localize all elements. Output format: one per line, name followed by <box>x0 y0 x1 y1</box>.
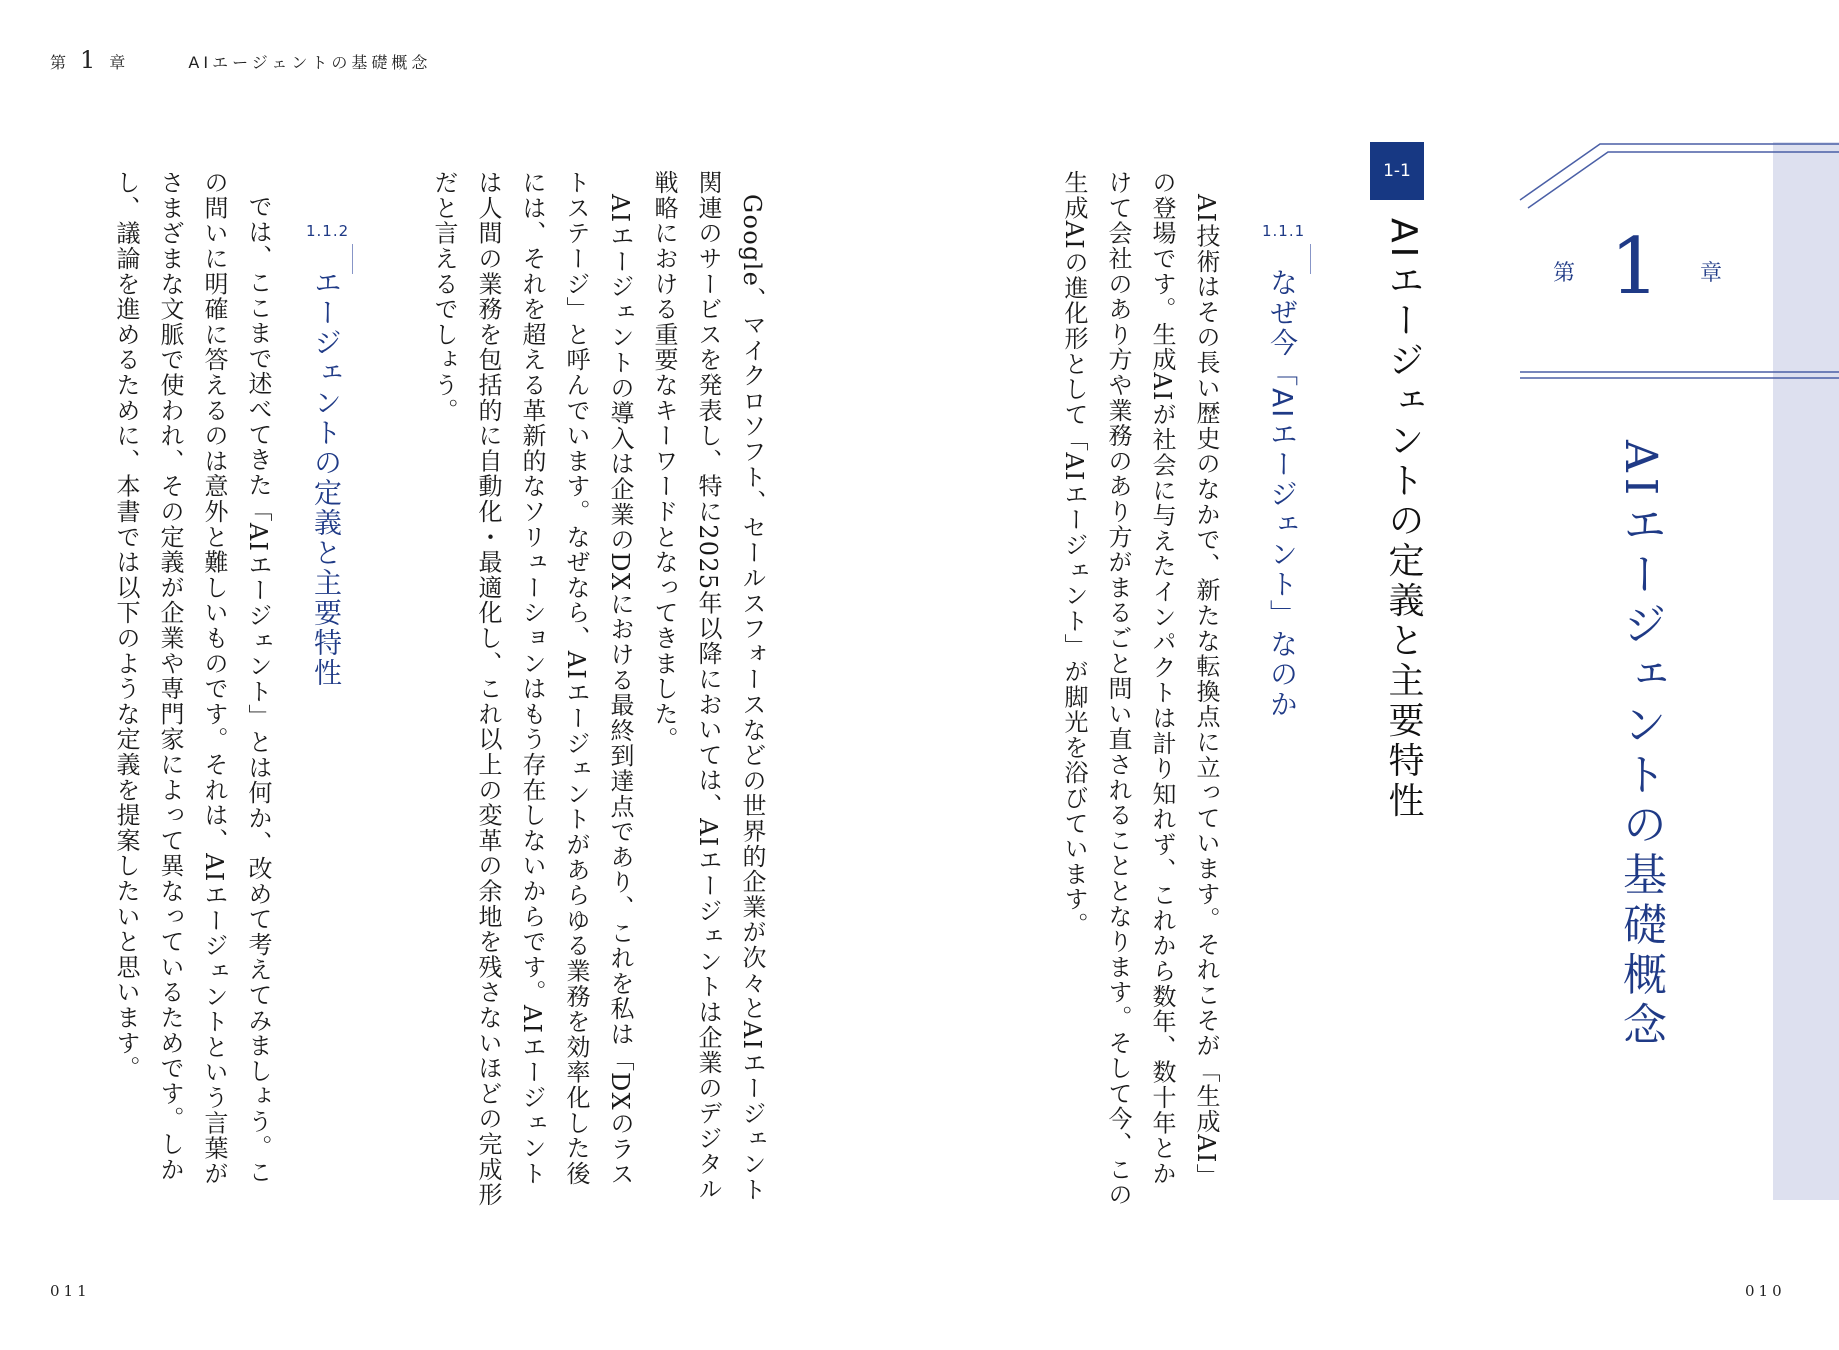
chapter-title: AIエージェントの基礎概念 <box>1615 440 1666 1052</box>
running-head-title: AIエージェントの基礎概念 <box>188 53 432 72</box>
chapter-suffix: 章 <box>1700 261 1723 286</box>
chapter-number: 1 <box>1610 222 1660 312</box>
running-head-suffix: 章 <box>109 53 130 72</box>
chapter-prefix: 第 <box>1553 261 1576 286</box>
page-number-right: 010 <box>1745 1282 1786 1300</box>
paragraph-3: AIエージェントの導入は企業のDXにおける最終到達点であり、これを私は「DXのラストステージ」と呼んでいます。なぜなら、AIエージェントがあらゆる業務を効率化した後には、それを超える革新的なソリューションはもう存在しないからです。AIエージェントは人間の業務を包括的に自動化・最適化し、これ以上の変革の余地を残さないほどの完成形だと言えるでしょう。 <box>430 170 634 1208</box>
running-head-number: 1 <box>80 46 100 74</box>
subsection-number-1: 1.1.1 <box>1262 222 1306 240</box>
subsection-rule-1 <box>1310 244 1311 274</box>
section-badge: 1-1 <box>1370 142 1424 200</box>
section-title: AIエージェントの定義と主要特性 <box>1383 218 1424 822</box>
page-number-left: 011 <box>50 1282 91 1300</box>
subsection-number-2: 1.1.2 <box>306 222 350 240</box>
subsection-title-1: なぜ今「AIエージェント」なのか <box>1266 268 1299 720</box>
body-paragraphs-2-3 <box>430 170 774 1210</box>
paragraph-2: Google、マイクロソフト、セールスフォースなどの世界的企業が次々とAIエージェント関連のサービスを発表し、特に2025年以降においては、AIエージェントは企業のデジタル戦略における重要なキーワードとなってきました。 <box>650 170 766 1203</box>
body-paragraph-4 <box>100 170 280 1210</box>
chapter-frame-lines <box>1500 140 1839 380</box>
paragraph-1: AI技術はその長い歴史のなかで、新たな転換点に立っています。それこそが「生成AI」の登場です。生成AIが社会に与えたインパクトは計り知れず、これから数年、数十年とかけて会社のあり方や業務のあり方がまるごと問い直されることとなります。そして今、この生成AIの進化形として「AIエージェント」が脚光を浴びています。 <box>1060 170 1220 1208</box>
subsection-title-2: エージェントの定義と主要特性 <box>310 268 343 688</box>
running-head-prefix: 第 <box>50 53 71 72</box>
running-head <box>50 46 431 74</box>
body-paragraph-1 <box>1060 170 1228 1210</box>
paragraph-4: では、ここまで述べてきた「AIエージェント」とは何か、改めて考えてみましょう。この問いに明確に答えるのは意外と難しいものです。それは、AIエージェントという言葉がさまざまな文脈で使われ、その定義が企業や専門家によって異なっているためです。しかし、議論を進めるために、本書では以下のような定義を提案したいと思います。 <box>112 170 272 1187</box>
subsection-rule-2 <box>352 244 353 274</box>
